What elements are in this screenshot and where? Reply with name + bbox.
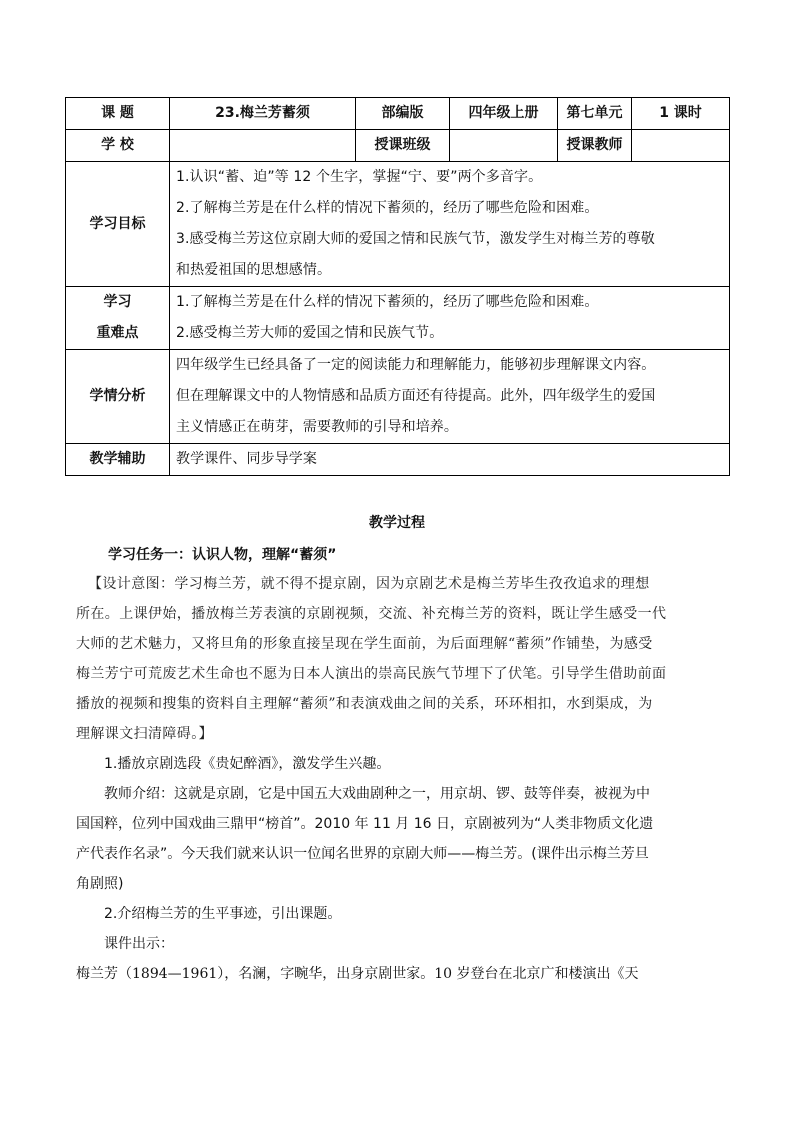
class-label: 授课班级 — [356, 130, 450, 162]
goals-label: 学习目标 — [66, 162, 170, 287]
goal-line: 1.认识“蓄、迫”等 12 个生字，掌握“宁、要”两个多音字。 — [176, 169, 543, 185]
key-label-line1: 学习 — [103, 294, 132, 310]
lesson-info-table — [65, 97, 730, 476]
section-title: 教学过程 — [369, 515, 425, 531]
bio-line: 梅兰芳（1894—1961），名澜，字畹华，出身京剧世家。10 岁登台在北京广和楼演出《天 — [76, 966, 639, 982]
intro-line: 国国粹，位列中国戏曲三鼎甲“榜首”。2010 年 11 月 16 日，京剧被列为“人类非物质文化遗 — [76, 816, 654, 832]
analysis-label: 学情分析 — [66, 350, 170, 444]
step-2: 2.介绍梅兰芳的生平事迹，引出课题。 — [104, 906, 342, 922]
table-row — [66, 444, 730, 476]
lesson-title: 23.梅兰芳蓄须 — [170, 98, 356, 130]
goal-line: 3.感受梅兰芳这位京剧大师的爱国之情和民族气节，激发学生对梅兰芳的尊敬 — [176, 231, 655, 247]
task-title: 学习任务一：认识人物，理解“蓄须” — [108, 547, 337, 563]
aids-label: 教学辅助 — [66, 444, 170, 476]
design-line: 【设计意图：学习梅兰芳，就不得不提京剧，因为京剧艺术是梅兰芳毕生孜孜追求的理想 — [88, 576, 650, 592]
intro-line: 教师介绍：这就是京剧，它是中国五大戏曲剧种之一，用京胡、锣、鼓等伴奏，被视为中 — [104, 786, 650, 802]
design-intent — [76, 569, 726, 749]
table-row — [66, 350, 730, 444]
table-row — [66, 98, 730, 130]
key-line: 2.感受梅兰芳大师的爱国之情和民族气节。 — [176, 325, 444, 341]
analysis-line: 但在理解课文中的人物情感和品质方面还有待提高。此外，四年级学生的爱国 — [176, 388, 656, 404]
step-1: 1.播放京剧选段《贵妃醉酒》，激发学生兴趣。 — [104, 756, 391, 772]
goal-line: 2.了解梅兰芳是在什么样的情况下蓄须的，经历了哪些危险和困难。 — [176, 200, 599, 216]
design-line: 播放的视频和搜集的资料自主理解“蓄须”和表演戏曲之间的关系，环环相扣，水到渠成，为 — [76, 696, 653, 712]
unit: 第七单元 — [558, 98, 632, 130]
intro-line: 产代表作名录”。今天我们就来认识一位闻名世界的京剧大师——梅兰芳。(课件出示梅兰芳旦 — [76, 846, 649, 862]
analysis-line: 四年级学生已经具备了一定的阅读能力和理解能力，能够初步理解课文内容。 — [176, 357, 656, 373]
course-label: 课 题 — [66, 98, 170, 130]
grade: 四年级上册 — [450, 98, 558, 130]
school-value — [170, 130, 356, 162]
key-line: 1.了解梅兰芳是在什么样的情况下蓄须的，经历了哪些危险和困难。 — [176, 294, 599, 310]
design-line: 理解课文扫清障碍。】 — [76, 726, 213, 742]
edition: 部编版 — [356, 98, 450, 130]
courseware-label: 课件出示： — [104, 936, 174, 952]
key-label-line2: 重难点 — [96, 325, 139, 341]
intro-line: 角剧照) — [76, 876, 124, 892]
design-line: 梅兰芳宁可荒废艺术生命也不愿为日本人演出的崇高民族气节埋下了伏笔。引导学生借助前面 — [76, 666, 667, 682]
table-row — [66, 287, 730, 350]
aids-value: 教学课件、同步导学案 — [170, 444, 730, 476]
key-points-content — [170, 287, 730, 350]
teacher-label: 授课教师 — [558, 130, 632, 162]
key-points-label — [66, 287, 170, 350]
analysis-content — [170, 350, 730, 444]
lesson-steps — [76, 749, 726, 989]
school-label: 学 校 — [66, 130, 170, 162]
goals-content — [170, 162, 730, 287]
analysis-line: 主义情感正在萌芽，需要教师的引导和培养。 — [176, 419, 458, 435]
class-hours: 1 课时 — [632, 98, 730, 130]
teacher-value — [632, 130, 730, 162]
table-row — [66, 130, 730, 162]
class-value — [450, 130, 558, 162]
design-line: 大师的艺术魅力，又将旦角的形象直接呈现在学生面前，为后面理解“蓄须”作铺垫，为感受 — [76, 636, 653, 652]
goal-line: 和热爱祖国的思想感情。 — [176, 262, 332, 278]
design-line: 所在。上课伊始，播放梅兰芳表演的京剧视频，交流、补充梅兰芳的资料，既让学生感受一代 — [76, 606, 667, 622]
table-row — [66, 162, 730, 287]
